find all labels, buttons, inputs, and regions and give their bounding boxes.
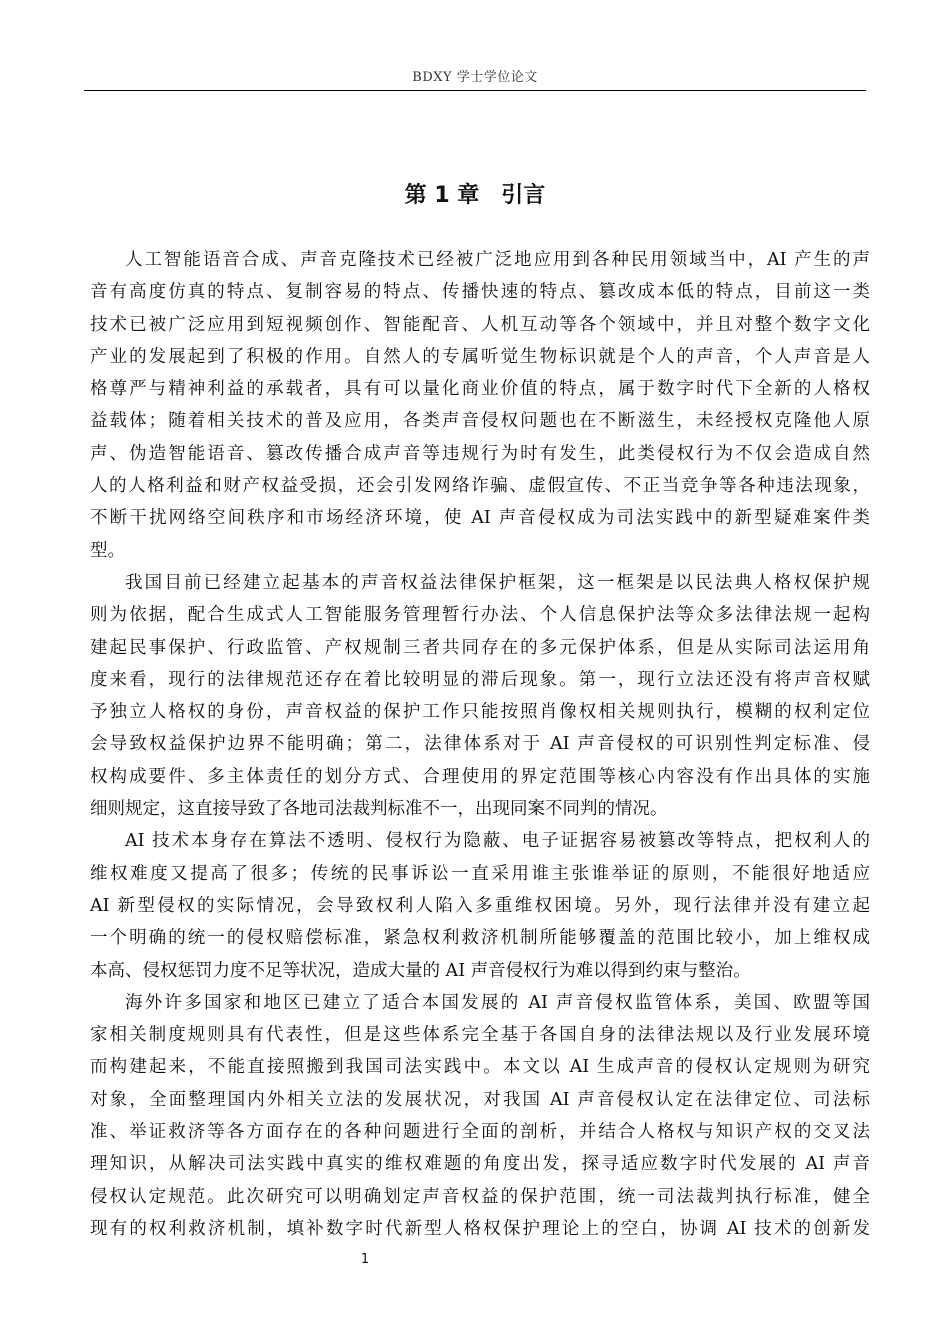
paragraph: [90, 244, 870, 567]
text-line: 现有的权利救济机制，填补数字时代新型人格权保护理论上的空白，协调 AI 技术的创新发: [90, 1218, 870, 1239]
text-line: 我国目前已经建立起基本的声音权益法律保护框架，这一框架是以民法典人格权保护规: [125, 572, 870, 593]
body-text: [90, 244, 870, 1245]
text-line: 而构建起来，不能直接照搬到我国司法实践中。本文以 AI 生成声音的侵权认定规则为研究: [90, 1057, 870, 1078]
text-line: 音有高度仿真的特点、复制容易的特点、传播快速的特点、篡改成本低的特点，目前这一类: [90, 282, 870, 303]
text-line: 海外许多国家和地区已建立了适合本国发展的 AI 声音侵权监管体系，美国、欧盟等国: [125, 992, 870, 1013]
text-line: 予独立人格权的身份，声音权益的保护工作只能按照肖像权相关规则执行，模糊的权利定位: [90, 702, 870, 723]
text-line: 会导致权益保护边界不能明确；第二，法律体系对于 AI 声音侵权的可识别性判定标准、侵: [90, 734, 870, 755]
running-header: BDXY 学士学位论文: [412, 70, 538, 85]
text-line: AI 技术本身存在算法不透明、侵权行为隐蔽、电子证据容易被篡改等特点，把权利人的: [125, 831, 870, 852]
text-line: 细则规定，这直接导致了各地司法裁判标准不一，出现同案不同判的情况。: [90, 799, 668, 820]
text-line: 人工智能语音合成、声音克隆技术已经被广泛地应用到各种民用领域当中，AI 产生的声: [125, 250, 870, 270]
text-line: 度来看，现行的法律规范还存在着比较明显的滞后现象。第一，现行立法还没有将声音权赋: [90, 669, 870, 690]
text-line: 准、举证救济等各方面存在的各种问题进行全面的剖析，并结合人格权与知识产权的交叉法: [90, 1122, 870, 1143]
text-line: 格尊严与精神利益的承载者，具有可以量化商业价值的特点，属于数字时代下全新的人格权: [90, 379, 870, 400]
text-line: 不断干扰网络空间秩序和市场经济环境，使 AI 声音侵权成为司法实践中的新型疑难案件类: [90, 508, 870, 529]
text-line: 则为依据，配合生成式人工智能服务管理暂行办法、个人信息保护法等众多法律法规一起构: [90, 605, 870, 626]
text-line: 权构成要件、多主体责任的划分方式、合理使用的界定范围等核心内容没有作出具体的实施: [90, 766, 870, 787]
text-line: 建起民事保护、行政监管、产权规制三者共同存在的多元保护体系，但是从实际司法运用角: [90, 637, 870, 658]
paragraph: [90, 825, 870, 986]
text-line: 产业的发展起到了积极的作用。自然人的专属听觉生物标识就是个人的声音，个人声音是人: [90, 346, 870, 367]
paragraph: [90, 987, 870, 1245]
header-divider: [84, 90, 866, 91]
text-line: 理知识，从解决司法实践中真实的维权难题的角度出发，探寻适应数字时代发展的 AI 声音: [90, 1154, 870, 1175]
text-line: 本高、侵权惩罚力度不足等状况，造成大量的 AI 声音侵权行为难以得到约束与整治。: [90, 960, 751, 981]
text-line: 一个明确的统一的侵权赔偿标准，紧急权利救济机制所能够覆盖的范围比较小，加上维权成: [90, 928, 870, 949]
text-line: 维权难度又提高了很多；传统的民事诉讼一直采用谁主张谁举证的原则，不能很好地适应: [90, 863, 870, 884]
chapter-title: 第 1 章 引言: [404, 183, 546, 208]
text-line: 技术已被广泛应用到短视频创作、智能配音、人机互动等各个领域中，并且对整个数字文化: [90, 314, 870, 335]
page-number: 1: [360, 1252, 370, 1267]
text-line: 对象，全面整理国内外相关立法的发展状况，对我国 AI 声音侵权认定在法律定位、司法标: [90, 1089, 870, 1110]
text-line: 侵权认定规范。此次研究可以明确划定声音权益的保护范围，统一司法裁判执行标准，健全: [90, 1186, 870, 1207]
paragraph: [90, 567, 870, 825]
text-line: 益载体；随着相关技术的普及应用，各类声音侵权问题也在不断滋生，未经授权克隆他人原: [90, 411, 870, 432]
text-line: 型。: [90, 540, 125, 561]
text-line: 家相关制度规则具有代表性，但是这些体系完全基于各国自身的法律法规以及行业发展环境: [90, 1025, 870, 1046]
text-line: AI 新型侵权的实际情况，会导致权利人陷入多重维权困境。另外，现行法律并没有建立起: [90, 895, 870, 916]
text-line: 声、伪造智能语音、篡改传播合成声音等违规行为时有发生，此类侵权行为不仅会造成自然: [90, 443, 870, 464]
text-line: 人的人格利益和财产权益受损，还会引发网络诈骗、虚假宣传、不正当竞争等各种违法现象，: [90, 476, 870, 497]
